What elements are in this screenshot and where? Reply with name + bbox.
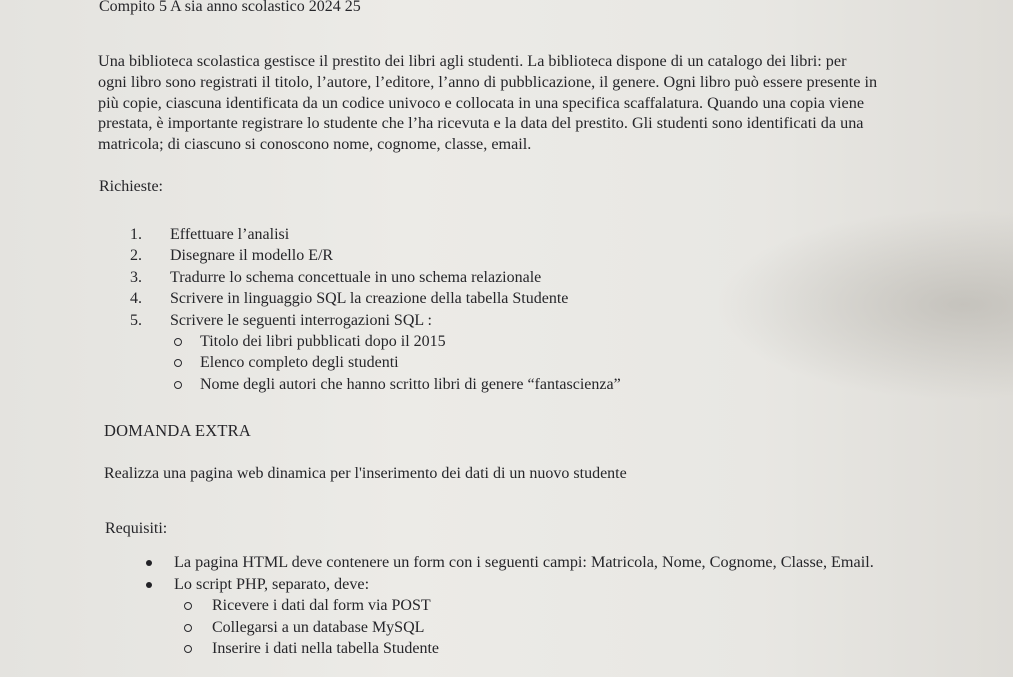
request-number: 1.	[130, 226, 142, 243]
intro-line: più copie, ciascuna identificata da un codice univoco e collocata in una specifica scaffalatura. Quando una copia viene	[98, 93, 865, 112]
request-text: Scrivere in linguaggio SQL la creazione della tabella Studente	[170, 290, 569, 308]
request-item	[130, 267, 621, 288]
intro-paragraph	[98, 51, 988, 155]
requirements-heading: Requisiti:	[105, 520, 168, 537]
request-text: Disegnare il modello E/R	[170, 247, 334, 265]
php-step-text: Collegarsi a un database MySQL	[212, 618, 425, 636]
intro-line: ogni libro sono registrati il titolo, l’autore, l’editore, l’anno di pubblicazione, il genere. Ogni libro può essere presente in	[98, 72, 878, 91]
sql-query-item	[170, 331, 621, 352]
bullet-icon	[146, 582, 152, 588]
bullet-icon	[146, 560, 152, 566]
php-step-text: Ricevere i dati dal form via POST	[212, 597, 431, 615]
intro-line: Una biblioteca scolastica gestisce il prestito dei libri agli studenti. La biblioteca dispone di un catalogo dei libri: per	[98, 52, 847, 70]
request-item	[130, 310, 621, 396]
page-title: Compito 5 A sia anno scolastico 2024 25	[99, 0, 361, 15]
request-number: 2.	[130, 247, 142, 265]
request-text: Tradurre lo schema concettuale in uno schema relazionale	[170, 268, 542, 286]
request-number: 5.	[130, 311, 142, 329]
request-item	[130, 245, 621, 266]
intro-line: prestata, è importante registrare lo studente che l’ha ricevuta e la data del prestito. Gli studenti sono identificati da una	[98, 114, 864, 133]
php-step-item	[174, 617, 874, 638]
php-step-text: Inserire i dati nella tabella Studente	[212, 640, 440, 657]
circle-bullet-icon	[174, 359, 182, 367]
circle-bullet-icon	[174, 381, 182, 389]
circle-bullet-icon	[174, 338, 182, 346]
requirements-list	[140, 552, 874, 659]
sql-query-text: Nome degli autori che hanno scritto libri di genere “fantascienza”	[200, 375, 621, 393]
request-text: Effettuare l’analisi	[170, 226, 290, 243]
request-number: 4.	[130, 290, 142, 308]
sql-query-item	[170, 352, 621, 373]
requests-list	[130, 224, 621, 395]
sql-queries-list	[170, 331, 621, 395]
request-text: Scrivere le seguenti interrogazioni SQL :	[170, 311, 432, 329]
request-item	[130, 224, 621, 245]
circle-bullet-icon	[184, 624, 192, 632]
php-step-item	[174, 595, 874, 616]
requirement-item	[140, 552, 874, 574]
sql-query-item	[170, 374, 621, 395]
circle-bullet-icon	[184, 645, 192, 653]
sql-query-text: Titolo dei libri pubblicati dopo il 2015	[200, 333, 446, 351]
circle-bullet-icon	[184, 602, 192, 610]
extra-description: Realizza una pagina web dinamica per l'inserimento dei dati di un nuovo studente	[104, 465, 627, 482]
request-number: 3.	[130, 268, 142, 286]
php-step-item	[174, 638, 874, 659]
extra-heading: DOMANDA EXTRA	[104, 421, 251, 440]
php-steps-list	[174, 595, 874, 659]
sql-query-text: Elenco completo degli studenti	[200, 354, 399, 372]
request-item	[130, 288, 621, 309]
requirement-item	[140, 574, 874, 660]
requirement-text: La pagina HTML deve contenere un form con i seguenti campi: Matricola, Nome, Cognome, Classe, Email.	[174, 553, 874, 571]
requests-heading: Richieste:	[99, 178, 163, 195]
intro-line: matricola; di ciascuno si conoscono nome, cognome, classe, email.	[98, 135, 532, 154]
requirement-text: Lo script PHP, separato, deve:	[174, 574, 370, 593]
